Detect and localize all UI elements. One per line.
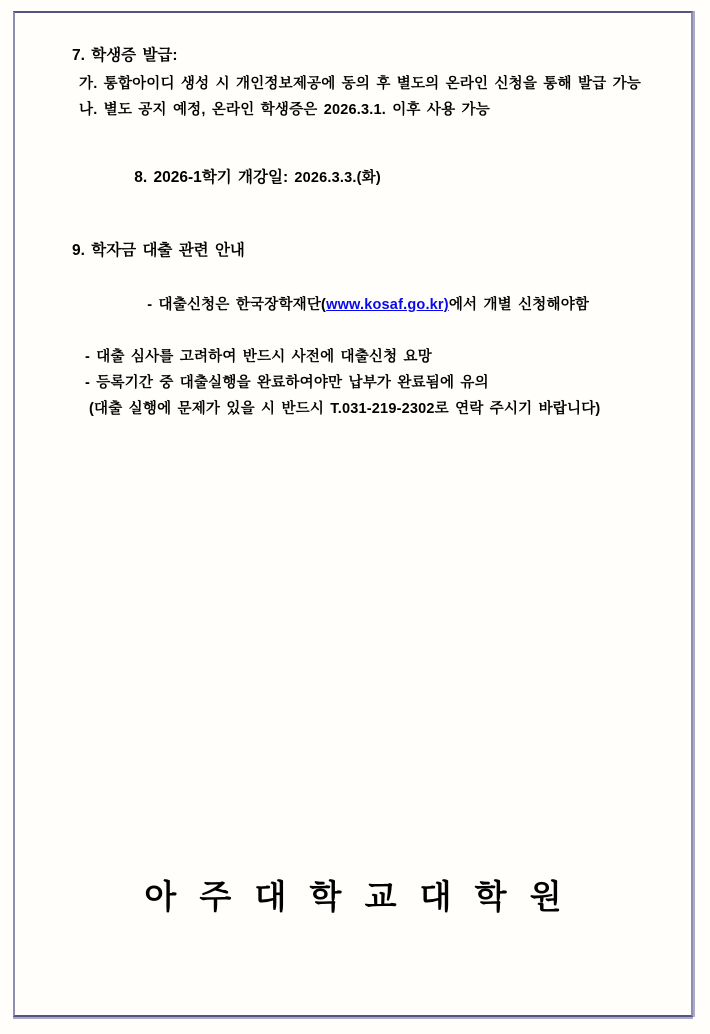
section-student-id-item-na: 나. 별도 공지 예정, 온라인 학생증은 2026.3.1. 이후 사용 가능 [79, 102, 490, 118]
section-loan-info [72, 238, 671, 422]
section-student-id-item-ga: 가. 통합아이디 생성 시 개인정보제공에 동의 후 별도의 온라인 신청을 통해 발급 가능 [79, 76, 642, 92]
section-semester-start-heading: 8. 2026-1학기 개강일: [134, 169, 289, 186]
section-semester-start-date: 2026.3.3.(화) [288, 170, 381, 186]
section-semester-start-line [72, 139, 671, 217]
loan-bullet-apply [85, 266, 671, 344]
footer-title: 아 주 대 학 교 대 학 원 [144, 878, 569, 915]
loan-bullet-review: - 대출 심사를 고려하여 반드시 사전에 대출신청 요망 [85, 349, 432, 365]
document-content [72, 43, 671, 422]
loan-bullet-contact-note: (대출 실행에 문제가 있을 시 반드시 T.031-219-2302로 연락 주시기 바랍니다) [89, 401, 601, 417]
section-student-id-heading: 7. 학생증 발급: [72, 47, 178, 64]
section-loan-info-heading: 9. 학자금 대출 관련 안내 [72, 242, 245, 259]
section-semester-start [72, 139, 671, 217]
loan-bullet-apply-prefix: - 대출신청은 한국장학재단( [147, 297, 327, 313]
kosaf-link[interactable]: www.kosaf.go.kr) [326, 297, 449, 313]
page-border-frame [13, 11, 693, 1017]
loan-bullet-period: - 등록기간 중 대출실행을 완료하여야만 납부가 완료됨에 유의 [85, 375, 489, 391]
loan-bullet-apply-suffix: 에서 개별 신청해야함 [448, 297, 590, 313]
section-student-id [72, 43, 671, 123]
